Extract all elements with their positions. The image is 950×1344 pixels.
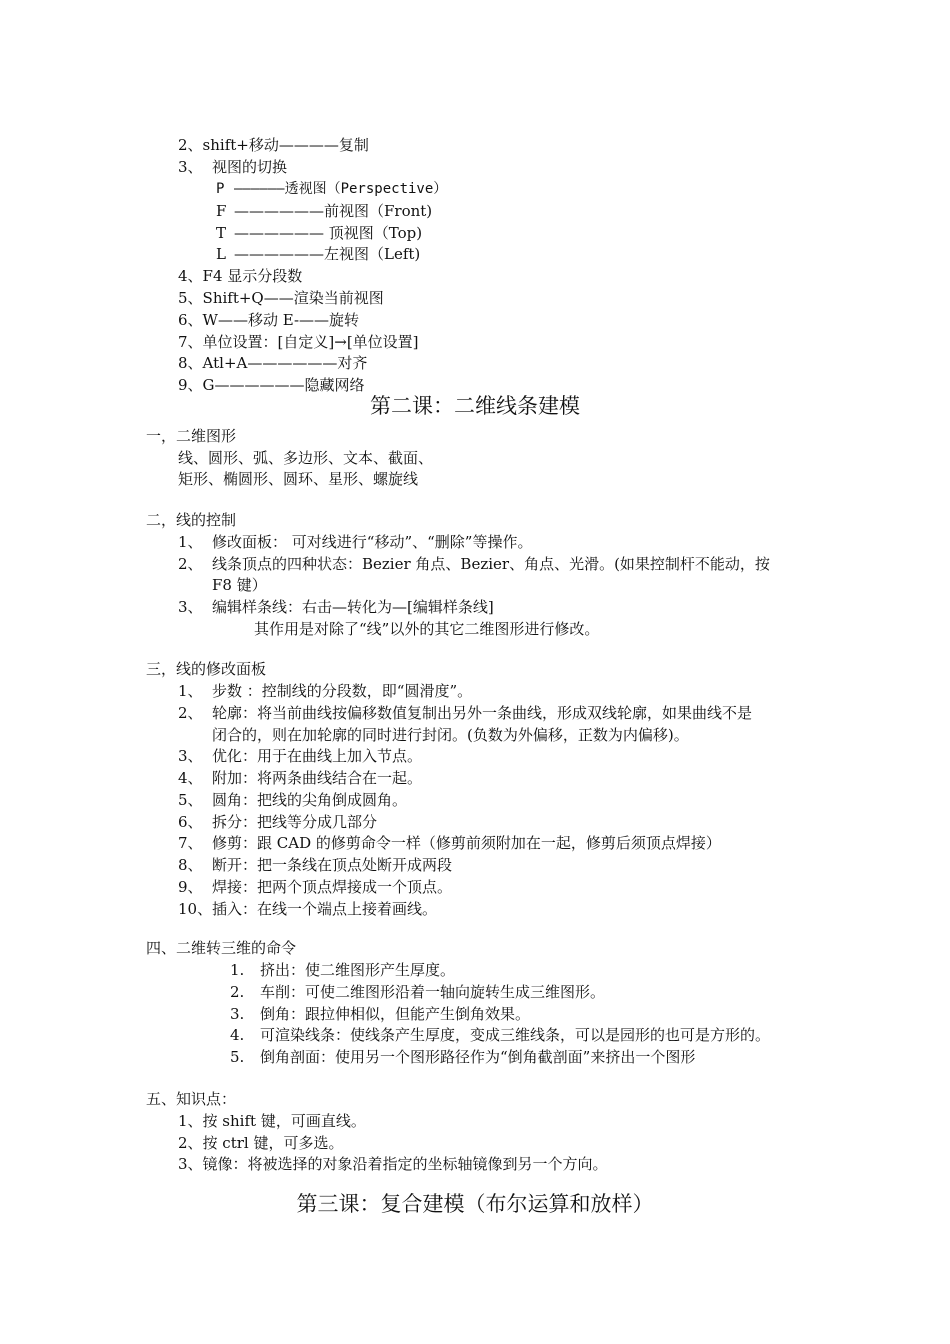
list-item xyxy=(230,959,455,981)
item-text: F8 键） xyxy=(212,576,267,594)
paragraph-line: 线、圆形、弧、多边形、文本、截面、 xyxy=(178,449,434,467)
item-number: 3. xyxy=(230,1005,245,1023)
list-item xyxy=(230,1024,770,1046)
lesson-2-title: 第二课：二维线条建模 xyxy=(370,394,580,418)
list-item xyxy=(178,876,452,898)
shortcut-key: T xyxy=(216,224,227,242)
list-item xyxy=(178,767,422,789)
item-text: 插入：在线一个端点上接着画线。 xyxy=(212,900,438,918)
list-item-continuation xyxy=(178,574,267,596)
item-text: 断开：把一条线在顶点处断开成两段 xyxy=(212,856,453,874)
list-item xyxy=(230,1046,695,1068)
item-number: 3、 xyxy=(178,747,203,765)
list-item xyxy=(178,832,721,854)
shortcut-key: P xyxy=(216,181,225,197)
list-item xyxy=(178,898,437,920)
item-number: 2、 xyxy=(178,555,203,573)
item-text: 步数 ：控制线的分段数，即“圆滑度”。 xyxy=(212,682,473,700)
note-line: 其作用是对除了“线”以外的其它二维图形进行修改。 xyxy=(254,620,600,638)
list-item xyxy=(230,981,605,1003)
list-item xyxy=(178,156,287,178)
item-text: 编辑样条线：右击—转化为—[编辑样条线] xyxy=(212,598,494,616)
list-item xyxy=(178,531,532,553)
item-number: 1、 xyxy=(178,533,203,551)
paragraph-line: 矩形、椭圆形、圆环、星形、螺旋线 xyxy=(178,470,419,488)
item-number: 4、 xyxy=(178,769,203,787)
item-number: 1、 xyxy=(178,682,203,700)
list-item: 7、单位设置：[自定义]→[单位设置] xyxy=(178,333,419,351)
list-item: 1、按 shift 键，可画直线。 xyxy=(178,1112,366,1130)
item-number: 8、 xyxy=(178,856,203,874)
item-text: 视图的切换 xyxy=(212,158,288,176)
item-text: 附加：将两条曲线结合在一起。 xyxy=(212,769,423,787)
section-heading: 一，二维图形 xyxy=(146,427,237,445)
item-number: 2. xyxy=(230,983,245,1001)
item-number: 1. xyxy=(230,961,245,979)
lesson-3-title: 第三课：复合建模（布尔运算和放样） xyxy=(296,1192,654,1216)
list-item xyxy=(178,789,407,811)
item-number: 2、 xyxy=(178,704,203,722)
section-heading: 三，线的修改面板 xyxy=(146,660,267,678)
item-number: 4. xyxy=(230,1026,245,1044)
shortcut-text: —————— 顶视图（Top) xyxy=(234,224,423,242)
item-text: 闭合的，则在加轮廓的同时进行封闭。(负数为外偏移，正数为内偏移)。 xyxy=(212,726,689,744)
item-number: 9、 xyxy=(178,878,203,896)
view-shortcut-item xyxy=(216,222,422,244)
item-text: 线条顶点的四种状态：Bezier 角点、Bezier、角点、光滑。(如果控制杆不能动，按 xyxy=(212,555,770,573)
list-item xyxy=(178,811,377,833)
item-text: 修改面板： 可对线进行“移动”、“删除”等操作。 xyxy=(212,533,533,551)
view-shortcut-item xyxy=(216,178,447,200)
shortcut-text: ——————透视图（Perspective） xyxy=(234,181,448,197)
item-number: 3、 xyxy=(178,598,203,616)
view-shortcut-item xyxy=(216,200,432,222)
item-text: 倒角：跟拉伸相似，但能产生倒角效果。 xyxy=(260,1005,531,1023)
item-number: 5、 xyxy=(178,791,203,809)
view-shortcut-item xyxy=(216,243,420,265)
list-item: 3、镜像：将被选择的对象沿着指定的坐标轴镜像到另一个方向。 xyxy=(178,1155,608,1173)
list-item: 2、shift+移动————复制 xyxy=(178,136,369,154)
item-text: 圆角：把线的尖角倒成圆角。 xyxy=(212,791,408,809)
shortcut-key: F xyxy=(216,202,227,220)
list-item xyxy=(178,553,770,575)
list-item xyxy=(178,596,494,618)
shortcut-key: L xyxy=(216,245,226,263)
section-heading: 五、知识点： xyxy=(146,1090,237,1108)
list-item: 8、Atl+A——————对齐 xyxy=(178,354,368,372)
item-text: 拆分：把线等分成几部分 xyxy=(212,813,378,831)
shortcut-text: ——————左视图（Left) xyxy=(234,245,421,263)
item-number: 3、 xyxy=(178,158,203,176)
item-text: 焊接：把两个顶点焊接成一个顶点。 xyxy=(212,878,453,896)
list-item: 9、G——————隐藏网络 xyxy=(178,376,365,394)
item-text: 车削：可使二维图形沿着一轴向旋转生成三维图形。 xyxy=(260,983,606,1001)
item-number: 6、 xyxy=(178,813,203,831)
list-item-continuation xyxy=(178,724,689,746)
shortcut-text: ——————前视图（Front) xyxy=(234,202,433,220)
list-item xyxy=(178,745,422,767)
item-text: 可渲染线条：使线条产生厚度，变成三维线条，可以是园形的也可是方形的。 xyxy=(260,1026,771,1044)
list-item xyxy=(230,1003,530,1025)
list-item: 4、F4 显示分段数 xyxy=(178,267,303,285)
section-heading: 四、二维转三维的命令 xyxy=(146,939,297,957)
item-text: 挤出：使二维图形产生厚度。 xyxy=(260,961,456,979)
section-heading: 二，线的控制 xyxy=(146,511,237,529)
item-number: 10、 xyxy=(178,900,213,918)
item-text: 优化：用于在曲线上加入节点。 xyxy=(212,747,423,765)
list-item: 5、Shift+Q——渲染当前视图 xyxy=(178,289,384,307)
item-text: 轮廓：将当前曲线按偏移数值复制出另外一条曲线，形成双线轮廓，如果曲线不是 xyxy=(212,704,753,722)
item-text: 倒角剖面：使用另一个图形路径作为“倒角截剖面”来挤出一个图形 xyxy=(260,1048,696,1066)
list-item xyxy=(178,854,452,876)
list-item: 2、按 ctrl 键，可多选。 xyxy=(178,1134,344,1152)
item-text: 修剪：跟 CAD 的修剪命令一样（修剪前须附加在一起，修剪后须顶点焊接） xyxy=(212,834,721,852)
item-number: 7、 xyxy=(178,834,203,852)
list-item xyxy=(178,680,472,702)
item-number: 5. xyxy=(230,1048,245,1066)
list-item: 6、W——移动 E-——旋转 xyxy=(178,311,360,329)
list-item xyxy=(178,702,752,724)
